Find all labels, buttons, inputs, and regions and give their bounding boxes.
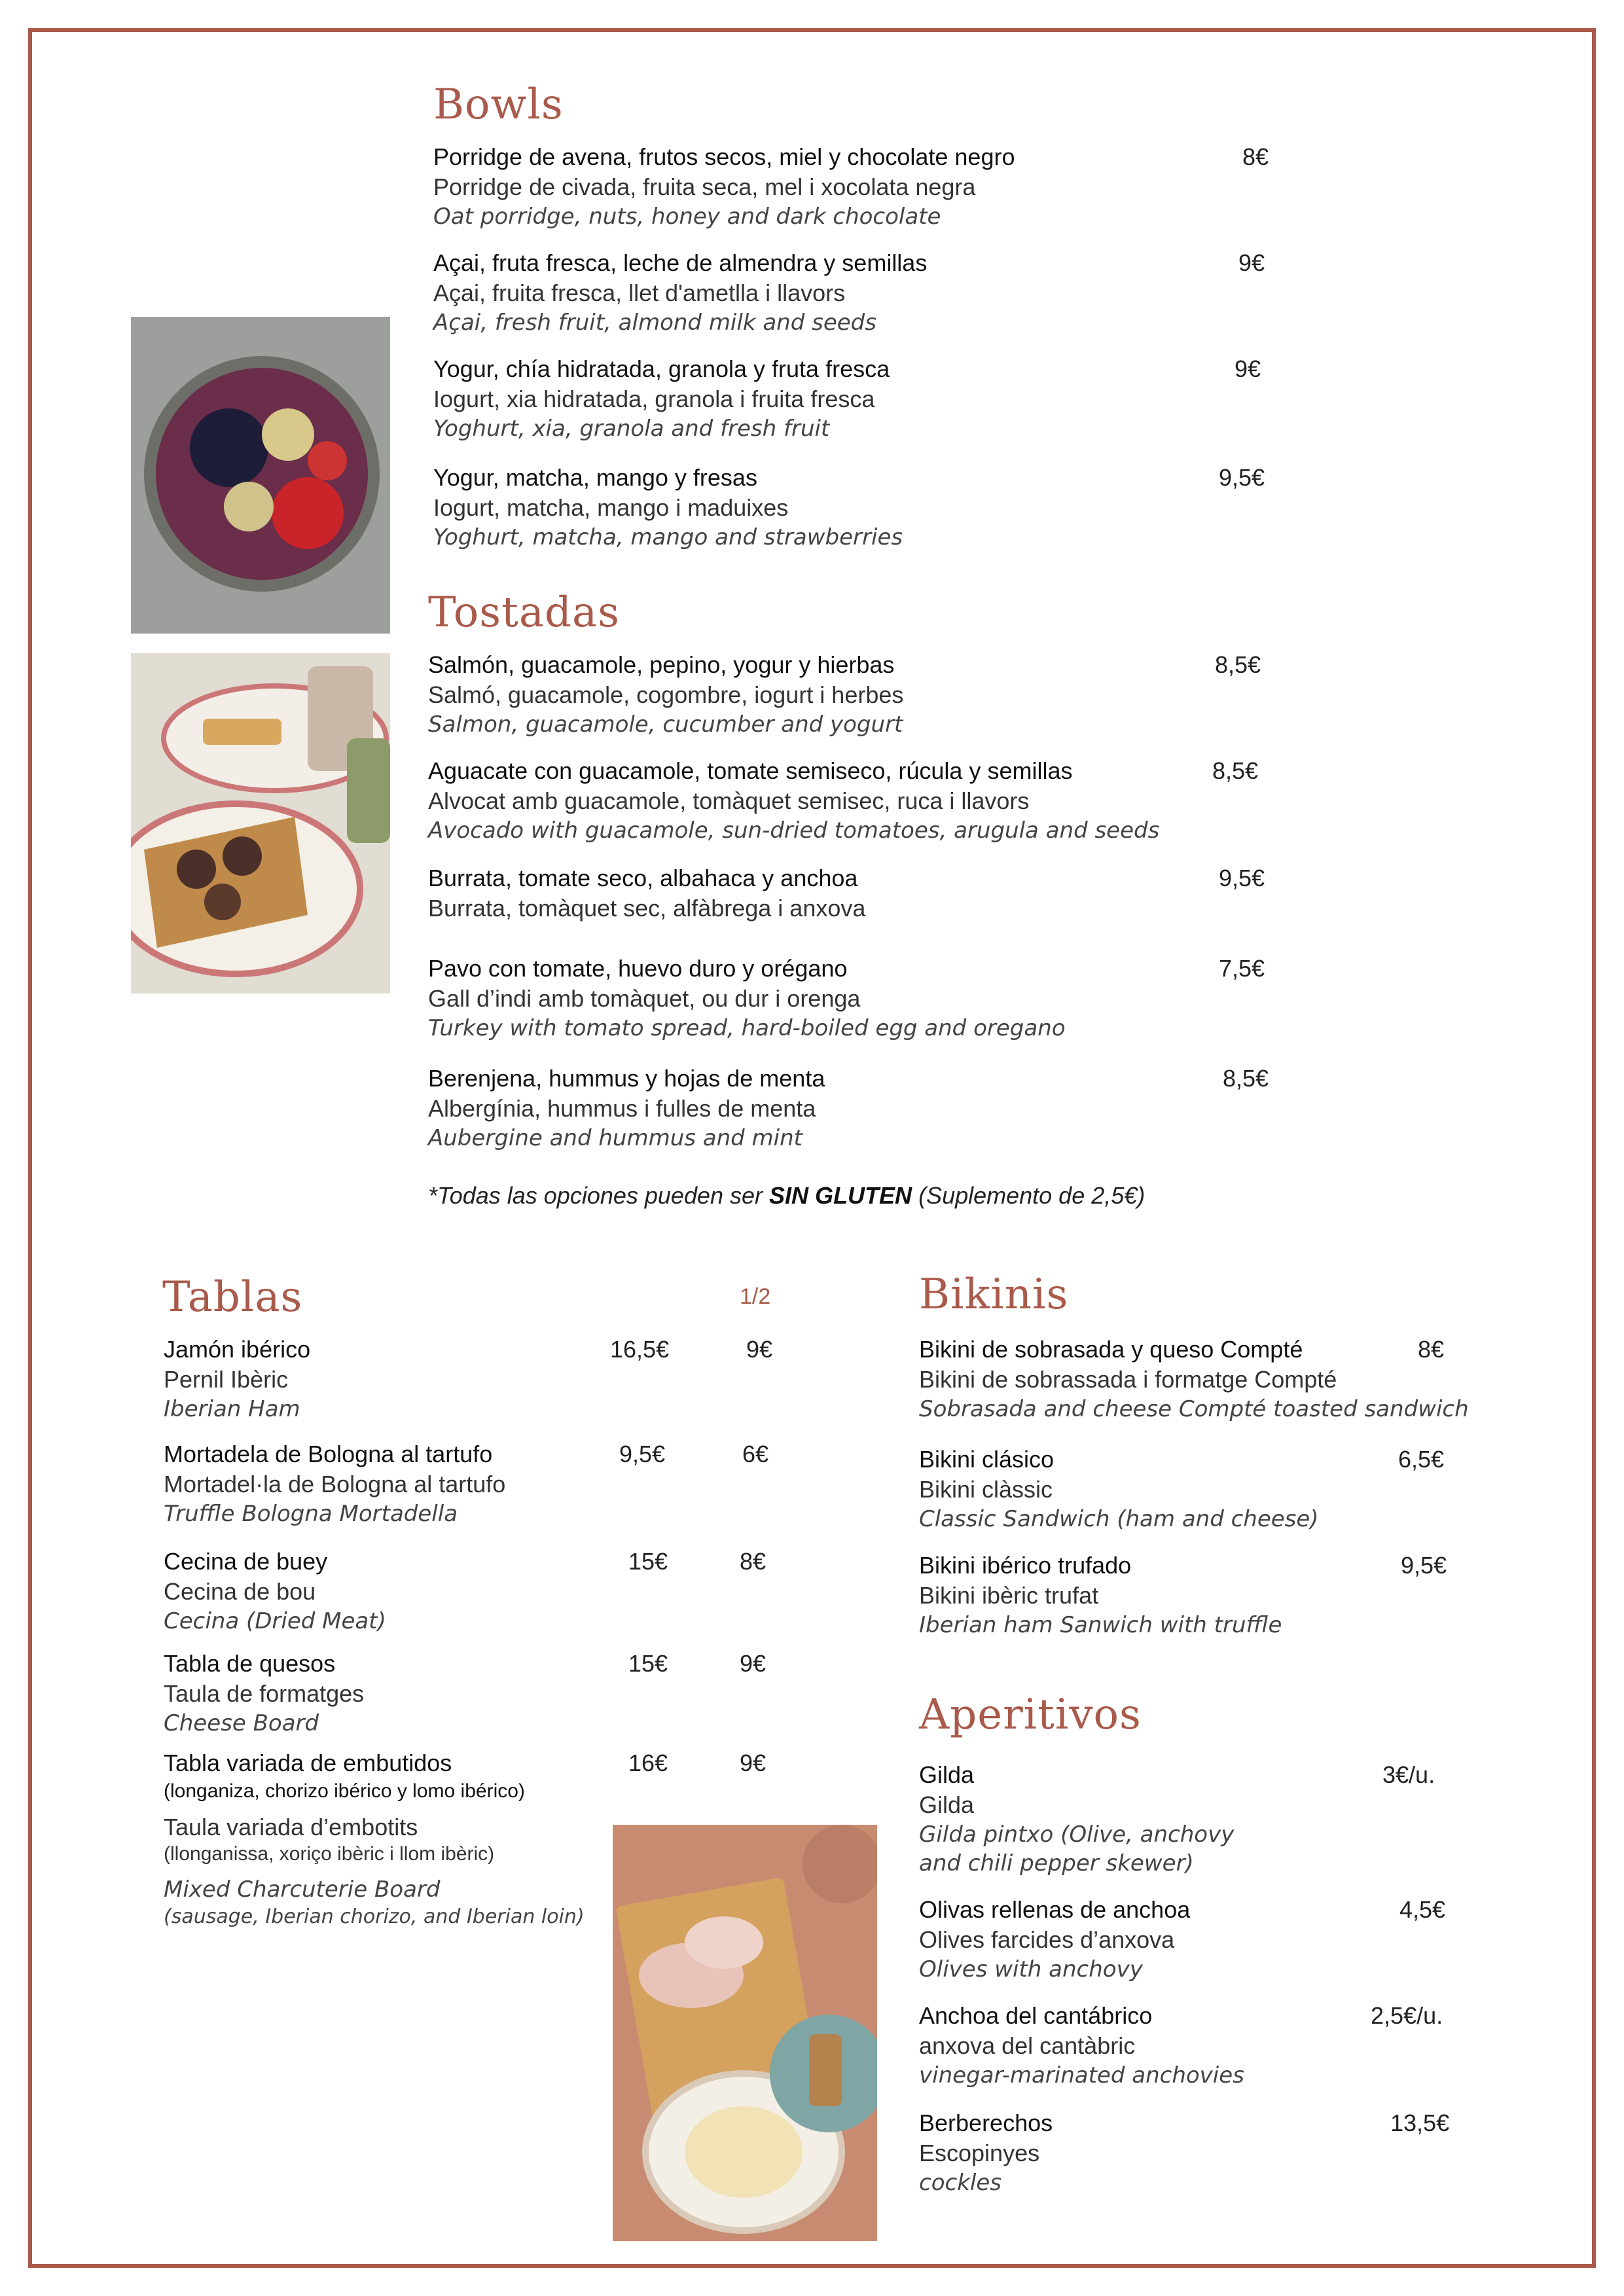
item-name-ca: anxova del cantàbric xyxy=(919,2032,1136,2059)
item-name-en: Iberian ham Sanwich with truffle xyxy=(919,1612,1282,1638)
item-name-en: Olives with anchovy xyxy=(919,1956,1143,1982)
item-name-es: Bikini ibérico trufado xyxy=(919,1552,1132,1579)
item-name-en: Oat porridge, nuts, honey and dark chocolate xyxy=(433,204,941,230)
item-name-es: Cecina de buey xyxy=(164,1548,328,1575)
section-title-bowls: Bowls xyxy=(433,81,564,129)
item-price: 7,5€ xyxy=(1219,955,1265,982)
half-portion-header: 1/2 xyxy=(740,1284,771,1309)
item-name-ca: Olives farcides d’anxova xyxy=(919,1926,1175,1953)
item-price: 8,5€ xyxy=(1212,757,1259,784)
item-price: 2,5€/u. xyxy=(1371,2002,1443,2029)
item-price: 15€ xyxy=(628,1650,668,1677)
item-name-es: Olivas rellenas de anchoa xyxy=(919,1896,1191,1923)
item-name-en: Truffle Bologna Mortadella xyxy=(164,1501,458,1527)
item-price: 8€ xyxy=(1418,1336,1445,1363)
item-name-ca: Bikini clàssic xyxy=(919,1476,1053,1503)
item-price: 13,5€ xyxy=(1390,2109,1450,2136)
item-name-en: Yoghurt, xia, granola and fresh fruit xyxy=(433,416,830,442)
item-name-ca: Cecina de bou xyxy=(164,1578,316,1605)
item-name-en: Aubergine and hummus and mint xyxy=(428,1125,803,1151)
item-name-ca: Mortadel·la de Bologna al tartufo xyxy=(164,1471,506,1498)
item-price-half: 9€ xyxy=(740,1749,767,1776)
note-bold: SIN GLUTEN xyxy=(769,1182,912,1209)
item-name-ca-detail: (llonganissa, xoriço ibèric i llom ibèric) xyxy=(164,1843,495,1865)
item-name-ca: Iogurt, matcha, mango i maduixes xyxy=(433,494,789,521)
item-name-ca: Gilda xyxy=(919,1791,975,1818)
item-name-en: vinegar-marinated anchovies xyxy=(919,2062,1244,2089)
section-title-tostadas: Tostadas xyxy=(428,588,620,637)
item-name-en: Iberian Ham xyxy=(164,1396,300,1422)
item-name-en: Turkey with tomato spread, hard-boiled egg and oregano xyxy=(428,1015,1066,1041)
toast-photo xyxy=(131,653,390,994)
item-name-en-detail: (sausage, Iberian chorizo, and Iberian loin) xyxy=(164,1905,585,1928)
item-name-ca: Porridge de civada, fruita seca, mel i xocolata negra xyxy=(433,173,976,200)
charcuterie-photo xyxy=(613,1825,877,2241)
item-price: 3€/u. xyxy=(1382,1761,1435,1788)
section-title-aperitivos: Aperitivos xyxy=(919,1691,1142,1739)
item-name-es: Jamón ibérico xyxy=(164,1336,311,1363)
section-title-tablas: Tablas xyxy=(162,1273,303,1321)
item-name-ca: Salmó, guacamole, cogombre, iogurt i herbes xyxy=(428,681,904,708)
item-price: 8€ xyxy=(1242,143,1269,170)
item-price-half: 9€ xyxy=(746,1336,773,1363)
item-price: 15€ xyxy=(628,1548,668,1575)
section-title-bikinis: Bikinis xyxy=(919,1270,1069,1319)
item-name-es: Salmón, guacamole, pepino, yogur y hierbas xyxy=(428,651,895,678)
item-name-es: Açai, fruta fresca, leche de almendra y semillas xyxy=(433,249,928,276)
item-name-es: Bikini clásico xyxy=(919,1446,1055,1473)
item-name-es-detail: (longaniza, chorizo ibérico y lomo ibérico) xyxy=(164,1780,525,1802)
item-price-half: 6€ xyxy=(742,1441,769,1467)
item-name-en: Classic Sandwich (ham and cheese) xyxy=(919,1506,1319,1532)
item-name-ca: Bikini ibèric trufat xyxy=(919,1582,1099,1609)
note-text-end: (Suplemento de 2,5€) xyxy=(912,1182,1146,1209)
item-name-en: Açai, fresh fruit, almond milk and seeds xyxy=(433,310,876,336)
item-name-es: Pavo con tomate, huevo duro y orégano xyxy=(428,955,848,982)
item-name-es: Porridge de avena, frutos secos, miel y chocolate negro xyxy=(433,143,1015,170)
item-name-es: Gilda xyxy=(919,1761,975,1788)
item-name-en: Gilda pintxo (Olive, anchovy xyxy=(919,1821,1235,1848)
item-name-en: Salmon, guacamole, cucumber and yogurt xyxy=(428,711,903,738)
item-name-ca: Iogurt, xia hidratada, granola i fruita fresca xyxy=(433,386,875,412)
item-name-en: Cheese Board xyxy=(164,1710,319,1736)
item-price-half: 9€ xyxy=(740,1650,767,1677)
item-name-en: Mixed Charcuterie Board xyxy=(164,1876,441,1903)
item-name-ca: Albergínia, hummus i fulles de menta xyxy=(428,1095,816,1122)
item-name-ca: Pernil Ibèric xyxy=(164,1366,289,1393)
item-name-en: Avocado with guacamole, sun-dried tomatoes, arugula and seeds xyxy=(428,817,1160,844)
item-price: 8,5€ xyxy=(1223,1065,1269,1092)
item-price: 9,5€ xyxy=(1401,1552,1447,1579)
item-name-ca: Alvocat amb guacamole, tomàquet semisec, ruca i llavors xyxy=(428,787,1030,814)
item-price-half: 8€ xyxy=(740,1548,767,1575)
item-name-ca: Taula variada d’embotits xyxy=(164,1814,418,1840)
item-price: 9,5€ xyxy=(1219,464,1265,491)
item-name-ca: Bikini de sobrassada i formatge Compté xyxy=(919,1366,1337,1393)
item-name-es: Mortadela de Bologna al tartufo xyxy=(164,1441,493,1467)
item-price: 6,5€ xyxy=(1398,1446,1445,1473)
item-price: 16€ xyxy=(628,1749,668,1776)
item-price: 8,5€ xyxy=(1215,651,1261,678)
acai-bowl-photo xyxy=(131,317,390,634)
item-name-es: Yogur, matcha, mango y fresas xyxy=(433,464,757,491)
item-name-en: Cecina (Dried Meat) xyxy=(164,1608,386,1634)
item-name-ca: Taula de formatges xyxy=(164,1680,365,1707)
item-name-es: Tabla de quesos xyxy=(164,1650,336,1677)
item-name-es: Berenjena, hummus y hojas de menta xyxy=(428,1065,825,1092)
item-name-es: Aguacate con guacamole, tomate semiseco, rúcula y semillas xyxy=(428,757,1073,784)
item-name-es: Yogur, chía hidratada, granola y fruta fresca xyxy=(433,355,890,382)
item-name-es: Burrata, tomate seco, albahaca y anchoa xyxy=(428,865,858,891)
item-name-en: cockles xyxy=(919,2170,1001,2196)
item-name-es: Bikini de sobrasada y queso Compté xyxy=(919,1336,1303,1363)
item-name-en: Yoghurt, matcha, mango and strawberries xyxy=(433,524,903,550)
item-price: 9€ xyxy=(1235,355,1261,382)
item-name-ca: Escopinyes xyxy=(919,2140,1040,2166)
note-text: *Todas las opciones pueden ser xyxy=(428,1182,770,1209)
item-name-es: Berberechos xyxy=(919,2109,1053,2136)
item-price: 9,5€ xyxy=(1219,865,1265,891)
item-name-es: Tabla variada de embutidos xyxy=(164,1749,452,1776)
gluten-free-note xyxy=(428,1182,1145,1210)
item-price: 9,5€ xyxy=(619,1441,666,1467)
item-price: 4,5€ xyxy=(1399,1896,1446,1923)
item-name-ca: Burrata, tomàquet sec, alfàbrega i anxova xyxy=(428,895,866,922)
item-name-es: Anchoa del cantábrico xyxy=(919,2002,1153,2029)
item-name-ca: Açai, fruita fresca, llet d'ametlla i llavors xyxy=(433,279,846,306)
item-price: 9€ xyxy=(1238,249,1265,276)
item-name-en-line2: and chili pepper skewer) xyxy=(919,1850,1194,1876)
item-price: 16,5€ xyxy=(610,1336,670,1363)
item-name-ca: Gall d’indi amb tomàquet, ou dur i orenga xyxy=(428,985,861,1012)
item-name-en: Sobrasada and cheese Compté toasted sandwich xyxy=(919,1396,1469,1422)
